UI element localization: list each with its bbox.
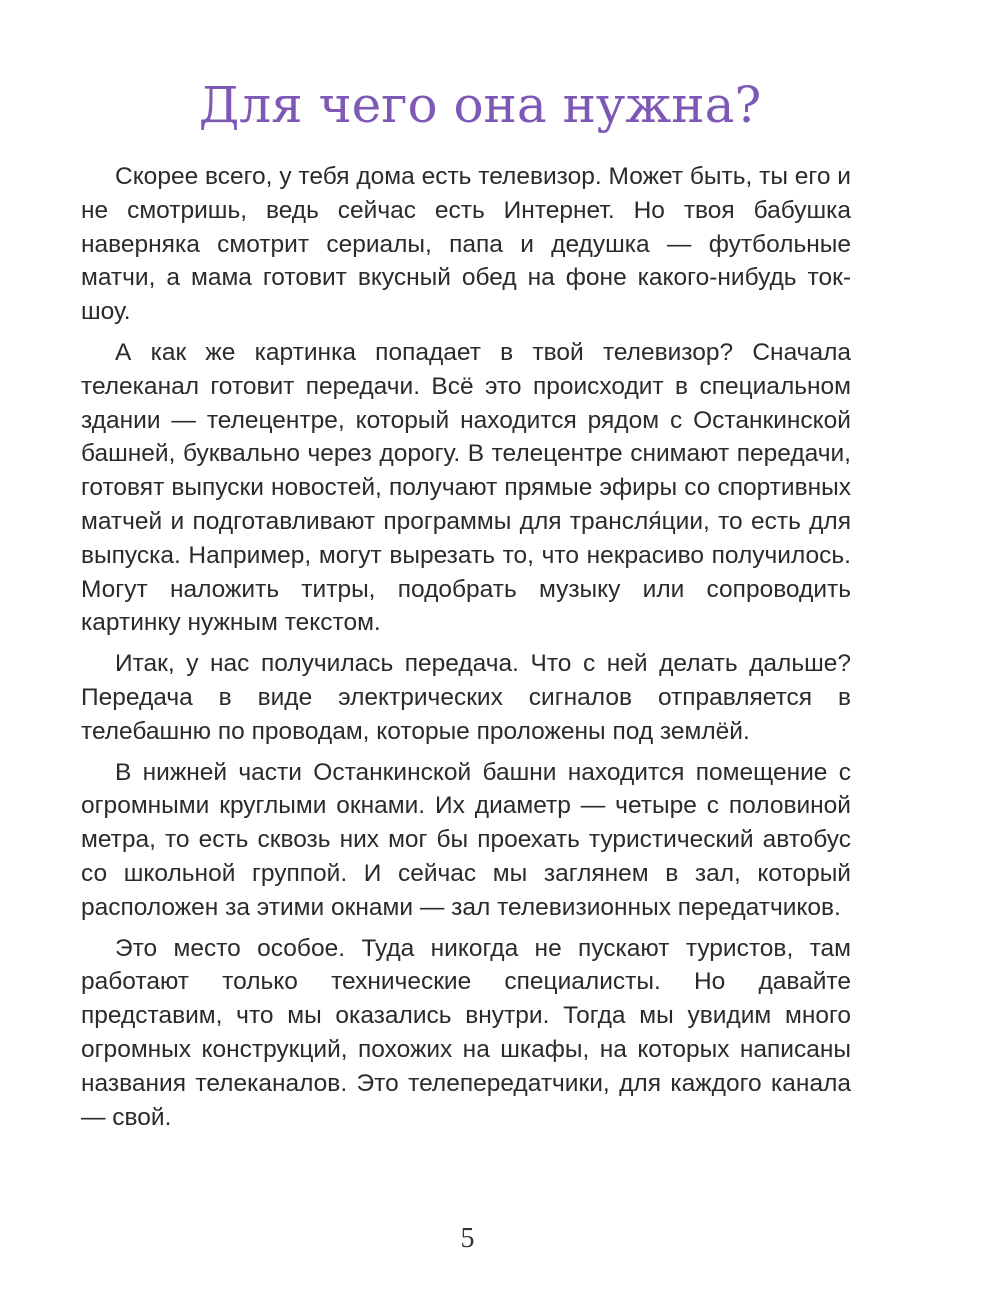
paragraph-2: А как же картинка попадает в твой телевизор? Сначала телеканал готовит передачи. Всё это происходит в специальном здании — телецентре, который находится рядом с Останкинской башней, буквально через дорогу. В телецентре снимают передачи, готовят выпуски новостей, получают прямые эфиры со спортивных матчей и подготавливают программы для трансля́ции, то есть для выпуска. Например, могут вырезать то, что некрасиво получилось. Могут наложить титры, подобрать музыку или сопроводить картинку нужным текстом.: [81, 338, 851, 637]
paragraph-1: Скорее всего, у тебя дома есть телевизор. Может быть, ты его и не смотришь, ведь сейчас есть Интернет. Но твоя бабушка наверняка смотрит сериалы, папа и дедушка — футбольные матчи, а мама готовит вкусный обед на фоне какого-нибудь ток-шоу.: [81, 163, 851, 326]
body-text: [81, 160, 851, 1141]
paragraph-4: В нижней части Останкинской башни находится помещение с огромными круглыми окнами. Их диаметр — четыре с половиной метра, то есть сквозь них мог бы проехать туристический автобус со школьной группой. И сейчас мы заглянем в зал, который расположен за этими окнами — зал телевизионных передатчиков.: [81, 758, 851, 921]
page-title: Для чего она нужна?: [198, 76, 762, 134]
paragraph-5: Это место особое. Туда никогда не пускают туристов, там работают только технические специалисты. Но давайте представим, что мы оказались внутри. Тогда мы увидим много огромных конструкций, похожих на шкафы, на которых написаны названия телеканалов. Это телепередатчики, для каждого канала — свой.: [81, 934, 851, 1131]
paragraph-3: Итак, у нас получилась передача. Что с ней делать дальше? Передача в виде электрических сигналов отправляется в телебашню по проводам, которые проложены под землёй.: [81, 650, 851, 745]
page-number: 5: [460, 1223, 475, 1254]
